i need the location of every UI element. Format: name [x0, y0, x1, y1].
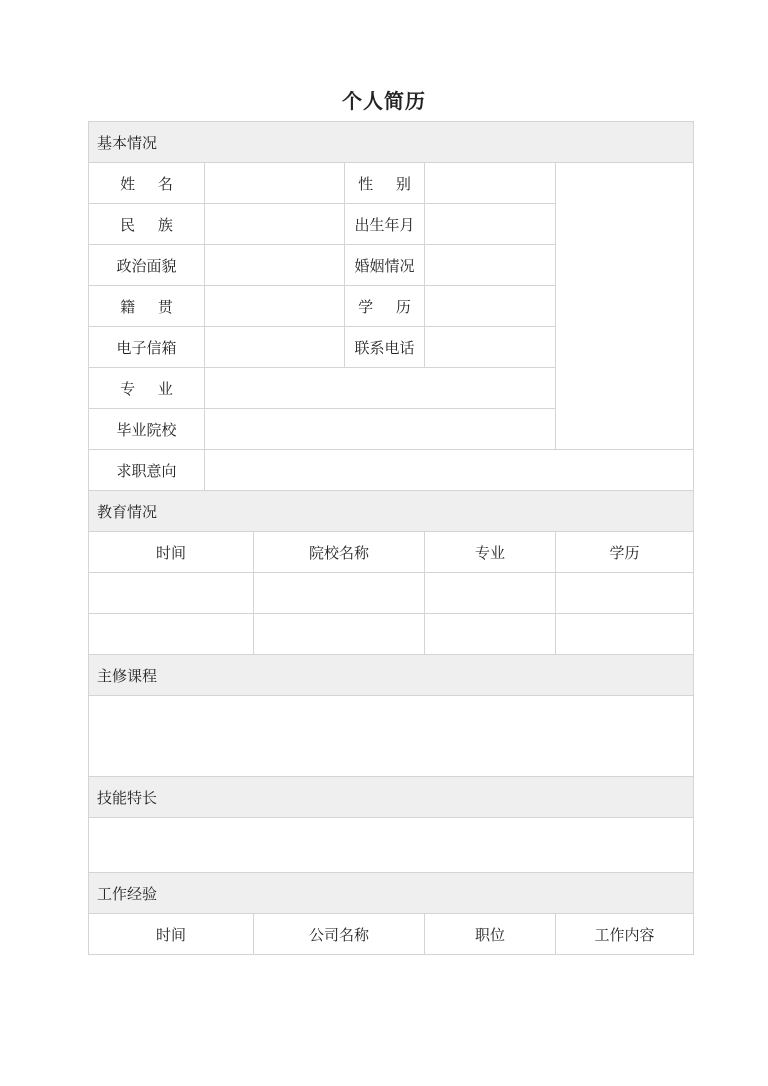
- education-header-time: 时间: [89, 532, 254, 573]
- school-label: 毕业院校: [89, 409, 205, 450]
- objective-field[interactable]: [205, 450, 694, 491]
- name-label: 姓 名: [89, 163, 205, 204]
- education-row: [89, 614, 694, 655]
- education-degree-cell[interactable]: [556, 614, 694, 655]
- photo-area[interactable]: [556, 163, 694, 450]
- major-label: 专 业: [89, 368, 205, 409]
- native-label: 籍 贯: [89, 286, 205, 327]
- marital-label: 婚姻情况: [345, 245, 425, 286]
- ethnicity-label: 民 族: [89, 204, 205, 245]
- email-field[interactable]: [205, 327, 345, 368]
- education-header-major: 专业: [425, 532, 556, 573]
- degree-label: 学 历: [345, 286, 425, 327]
- education-school-cell[interactable]: [254, 614, 425, 655]
- email-label: 电子信箱: [89, 327, 205, 368]
- political-label: 政治面貌: [89, 245, 205, 286]
- education-time-cell[interactable]: [89, 614, 254, 655]
- education-major-cell[interactable]: [425, 614, 556, 655]
- political-field[interactable]: [205, 245, 345, 286]
- gender-field[interactable]: [425, 163, 556, 204]
- section-basic-heading: 基本情况: [89, 122, 694, 163]
- education-major-cell[interactable]: [425, 573, 556, 614]
- name-field[interactable]: [205, 163, 345, 204]
- work-header-content: 工作内容: [556, 914, 694, 955]
- birth-field[interactable]: [425, 204, 556, 245]
- page-title: 个人简历: [342, 89, 426, 113]
- education-row: [89, 573, 694, 614]
- section-education-heading: 教育情况: [89, 491, 694, 532]
- education-header-degree: 学历: [556, 532, 694, 573]
- skills-field[interactable]: [89, 818, 694, 873]
- section-courses-heading: 主修课程: [89, 655, 694, 696]
- education-degree-cell[interactable]: [556, 573, 694, 614]
- major-field[interactable]: [205, 368, 556, 409]
- work-header-position: 职位: [425, 914, 556, 955]
- work-header-time: 时间: [89, 914, 254, 955]
- objective-label: 求职意向: [89, 450, 205, 491]
- education-header-school: 院校名称: [254, 532, 425, 573]
- section-skills-heading: 技能特长: [89, 777, 694, 818]
- native-field[interactable]: [205, 286, 345, 327]
- school-field[interactable]: [205, 409, 556, 450]
- birth-label: 出生年月: [345, 204, 425, 245]
- ethnicity-field[interactable]: [205, 204, 345, 245]
- phone-field[interactable]: [425, 327, 556, 368]
- resume-form: [88, 121, 694, 955]
- section-work-heading: 工作经验: [89, 873, 694, 914]
- work-header-company: 公司名称: [254, 914, 425, 955]
- courses-field[interactable]: [89, 696, 694, 777]
- marital-field[interactable]: [425, 245, 556, 286]
- gender-label: 性 别: [345, 163, 425, 204]
- education-school-cell[interactable]: [254, 573, 425, 614]
- degree-field[interactable]: [425, 286, 556, 327]
- education-time-cell[interactable]: [89, 573, 254, 614]
- phone-label: 联系电话: [345, 327, 425, 368]
